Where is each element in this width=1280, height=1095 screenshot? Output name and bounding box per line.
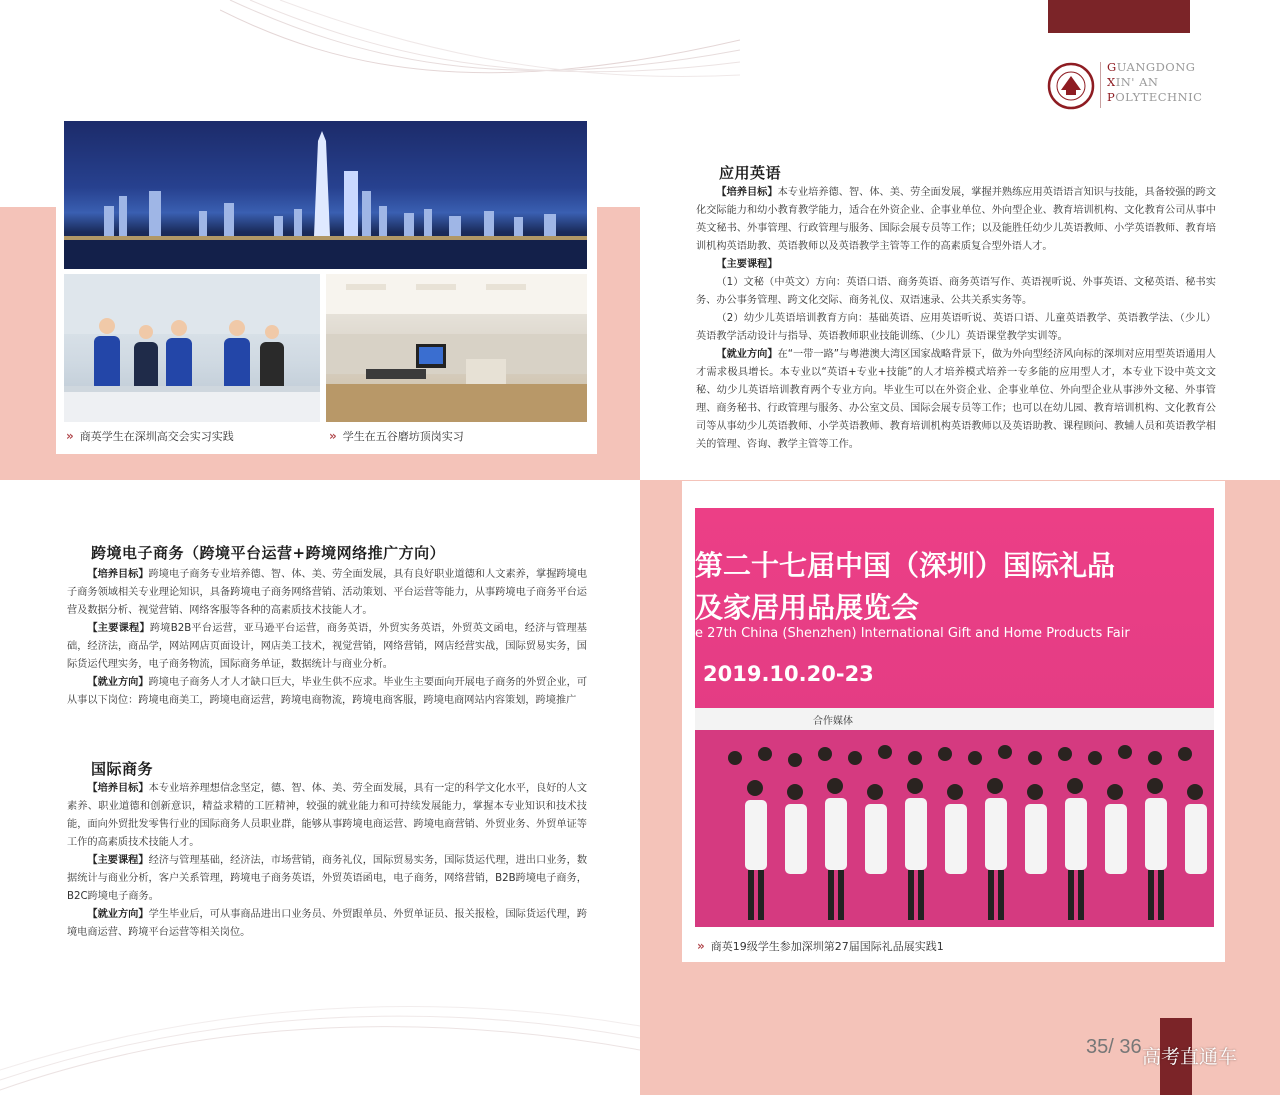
double-chevron-icon: »	[697, 939, 705, 953]
school-name-line-3: POLYTECHNIC	[1107, 90, 1203, 104]
school-logo	[1047, 62, 1095, 110]
goal-text: 跨境电子商务专业培养德、智、体、美、劳全面发展，具有良好职业道德和人文素养，掌握跨境电子商务领域相关专业理论知识，具备跨境电子商务网络营销、活动策划、平台运营等能力，从事跨境电子商务平台运营及数据分析、视觉营销、网络客服等各种的高素质技术技能人才。	[67, 569, 588, 616]
section-title-ecommerce: 跨境电子商务（跨境平台运营+跨境网络推广方向）	[91, 544, 446, 562]
section-body-english	[696, 184, 1216, 454]
job-text: 在“一带一路”与粤港澳大湾区国家战略背景下，做为外向型经济风向标的深圳对应用型英语通用人才需求极具增长。本专业以“英语+专业+技能”的人才培养模式培养一专多能的应用型人才，本专业下设中英文文秘、幼少儿英语培训教育两个专业方向。毕业生可以在外资企业、企事业单位、外向型企业从事涉外文秘、外事管理、商务秘书、行政管理与服务、办公室文员、国际会展专员等工作；也可以在幼儿园、教育培训机构、文化教育公司等从事幼少儿英语教师、小学英语教师、教育培训机构英语教师以及英语助教、课程顾问、教辅人员和英语教学相关的管理、咨询、教学主管等工作。	[696, 349, 1216, 450]
fair-banner-cn-1: 第二十七届中国（深圳）国际礼品	[695, 549, 1116, 582]
school-name-line-2: XIN' AN	[1107, 75, 1159, 89]
caption-fair	[697, 938, 944, 954]
section-title-intl: 国际商务	[91, 760, 154, 778]
course-tag: 【主要课程】	[87, 855, 149, 866]
fair-sponsor-label: 合作媒体	[813, 716, 853, 727]
section-body-intl	[67, 780, 587, 942]
double-chevron-icon: »	[329, 429, 337, 443]
course-text-2: （2）幼少儿英语培训教育方向：基础英语、应用英语听说、英语口语、儿童英语教学、英语教学法、（少儿）英语教学活动设计与指导、英语教师职业技能训练、（少儿）英语课堂教学实训等。	[696, 313, 1216, 342]
expo-students-photo	[64, 274, 320, 422]
goal-text: 本专业培养德、智、体、美、劳全面发展，掌握并熟练应用英语语言知识与技能，具备较强的跨文化交际能力和幼小教育教学能力，适合在外资企业、企事业单位、外向型企业、教育培训机构、文化教育公司从事中英文秘书、外事管理、行政管理与服务、国际会展专员等工作；以及能胜任幼少儿英语教师、小学英语教师、教育培训机构英语助教、英语教师以及英语教学主管等工作的高素质复合型外语人才。	[696, 187, 1217, 252]
school-emblem-icon	[1047, 62, 1095, 110]
goal-tag: 【培养目标】	[87, 783, 149, 794]
page-number: 35/ 36	[1086, 1036, 1142, 1058]
job-text: 跨境电子商务人才人才缺口巨大，毕业生供不应求。毕业生主要面向开展电子商务的外贸企业，可从事以下岗位：跨境电商美工，跨境电商运营，跨境电商物流，跨境电商客服，跨境电商网站内容策划，跨境推广	[67, 677, 588, 706]
double-chevron-icon: »	[66, 429, 74, 443]
decorative-curves-bottom	[0, 930, 640, 1095]
job-text: 学生毕业后，可从事商品进出口业务员、外贸跟单员、外贸单证员、报关报检，国际货运代理，跨境电商运营、跨境平台运营等相关岗位。	[67, 909, 588, 938]
course-tag: 【主要课程】	[716, 259, 778, 270]
caption-fair-text: 商英19级学生参加深圳第27届国际礼品展实践1	[710, 940, 944, 953]
goal-tag: 【培养目标】	[716, 187, 778, 198]
top-corner-bar	[1048, 0, 1190, 33]
city-skyline-photo	[64, 121, 587, 269]
course-text-1: （1）文秘（中英文）方向：英语口语、商务英语、商务英语写作、英语视听说、外事英语、文秘英语、秘书实务、办公事务管理、跨文化交际、商务礼仪、双语速录、公共关系实务等。	[696, 277, 1216, 306]
gift-fair-photo	[695, 508, 1214, 927]
job-tag: 【就业方向】	[87, 909, 149, 920]
office-internship-photo	[326, 274, 587, 422]
section-body-ecommerce	[67, 566, 587, 710]
caption-expo	[66, 428, 234, 444]
fair-banner-date: 2019.10.20-23	[703, 662, 874, 686]
job-tag: 【就业方向】	[87, 677, 149, 688]
section-title-english: 应用英语	[719, 164, 782, 182]
fair-crowd	[695, 730, 1214, 927]
course-text: 经济与管理基础，经济法，市场营销，商务礼仪，国际贸易实务，国际货运代理，进出口业务，数据统计与商业分析，客户关系管理，跨境电子商务英语，外贸英语函电，电子商务，网络营销，B2B跨境电子商务，B2C跨境电子商务。	[67, 855, 588, 902]
goal-tag: 【培养目标】	[87, 569, 149, 580]
goal-text: 本专业培养理想信念坚定，德、智、体、美、劳全面发展，具有一定的科学文化水平，良好的人文素养、职业道德和创新意识，精益求精的工匠精神，较强的就业能力和可持续发展能力，掌握本专业知识和技术技能，面向外贸批发零售行业的国际商务人员职业群，能够从事跨境电商运营、跨境电商营销、外贸业务、外贸单证等工作的高素质技术技能人才。	[67, 783, 588, 848]
job-tag: 【就业方向】	[716, 349, 778, 360]
caption-office-text: 学生在五谷磨坊顶岗实习	[342, 430, 464, 443]
school-name-line-1: GUANGDONG	[1107, 60, 1196, 74]
decorative-curves-top	[220, 0, 740, 120]
watermark: 高考直通车	[1142, 1046, 1238, 1068]
course-text: 跨境B2B平台运营，亚马逊平台运营，商务英语，外贸实务英语，外贸英文函电，经济与管理基础，经济法，商品学，网站网店页面设计，网店美工技术，视觉营销，网络营销，网店经营实战，国际贸易实务，国际货运代理实务，电子商务物流，国际商务单证，数据统计与商业分析。	[67, 623, 587, 670]
course-tag: 【主要课程】	[87, 623, 150, 634]
fair-sponsor-strip	[695, 708, 1214, 730]
logo-divider	[1100, 62, 1101, 108]
school-name	[1107, 60, 1202, 105]
fair-banner-cn-2: 及家居用品展览会	[695, 591, 920, 624]
caption-expo-text: 商英学生在深圳高交会实习实践	[79, 430, 234, 443]
caption-office	[329, 428, 464, 444]
fair-banner-en: e 27th China (Shenzhen) International Gift and Home Products Fair	[695, 626, 1130, 641]
